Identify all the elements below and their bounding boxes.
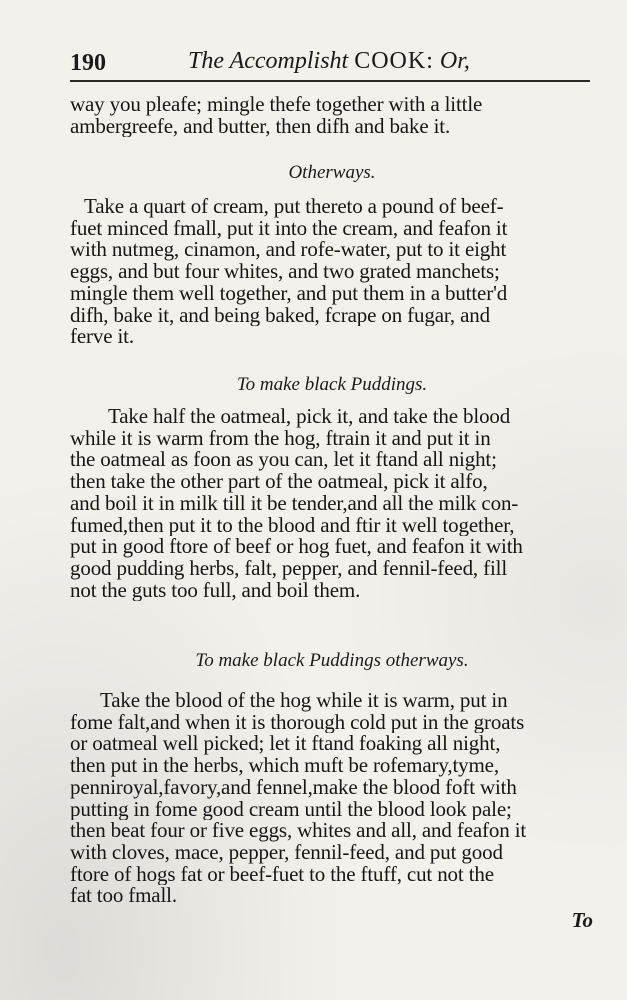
text-line: penniroyal,favory,and fennel,make the blood foft with bbox=[70, 776, 517, 799]
text-line: then put in the herbs, which muft be rofemary,tyme, bbox=[70, 755, 499, 777]
text-line: Take a quart of cream, put thereto a pound of beef- bbox=[84, 196, 504, 218]
page-number: 190 bbox=[70, 50, 106, 76]
page-header bbox=[70, 46, 590, 82]
section-heading-otherways: Otherways. bbox=[288, 162, 376, 183]
text-line: ambergreefe, and butter, then difh and bake it. bbox=[70, 115, 451, 138]
text-line: with cloves, mace, pepper, fennil-feed, and put good bbox=[70, 841, 503, 864]
text-line: Take the blood of the hog while it is warm, put in bbox=[100, 690, 508, 712]
text-line: or oatmeal well picked; let it ftand foaking all night, bbox=[70, 733, 501, 756]
catchword: To bbox=[571, 908, 593, 932]
text-line: ftore of hogs fat or beef-fuet to the ftuff, cut not the bbox=[70, 863, 494, 886]
text-line: and boil it in milk till it be tender,and all the milk con- bbox=[70, 492, 519, 515]
text-line: fuet minced fmall, put it into the cream, and feafon it bbox=[70, 217, 508, 240]
text-line: mingle them well together, and put them in a butter'd bbox=[70, 282, 508, 305]
text-line: then take the other part of the oatmeal, pick it alfo, bbox=[70, 471, 488, 493]
section-heading-black-puddings: To make black Puddings. bbox=[236, 374, 428, 395]
section-heading-black-puddings-otherways: To make black Puddings otherways. bbox=[195, 650, 469, 671]
recipe-paragraph-otherways bbox=[70, 196, 594, 348]
text-line: fumed,then put it to the blood and ftir it well together, bbox=[70, 514, 515, 537]
text-line: with nutmeg, cinamon, and rofe-water, put to it eight bbox=[70, 239, 507, 262]
text-line: good pudding herbs, falt, pepper, and fennil-feed, fill bbox=[70, 557, 508, 580]
continuation-paragraph bbox=[70, 94, 594, 137]
text-line: fat too fmall. bbox=[70, 885, 177, 908]
text-line: ferve it. bbox=[70, 326, 134, 348]
text-line: Take half the oatmeal, pick it, and take the blood bbox=[108, 406, 511, 428]
running-title-caps: COOK: bbox=[354, 48, 434, 74]
text-line: putting in fome good cream until the blood look pale; bbox=[70, 798, 512, 821]
running-title-italic: The Accomplisht bbox=[188, 48, 349, 74]
running-title bbox=[188, 48, 470, 75]
text-line: difh, bake it, and being baked, fcrape on fugar, and bbox=[70, 304, 490, 327]
text-line: way you pleafe; mingle thefe together with a little bbox=[70, 94, 483, 116]
text-line: put in good ftore of beef or hog fuet, and feafon it with bbox=[70, 536, 523, 558]
text-line: while it is warm from the hog, ftrain it and put it in bbox=[70, 427, 491, 450]
recipe-paragraph-black-puddings bbox=[70, 406, 594, 601]
text-line: eggs, and but four whites, and two grated manchets; bbox=[70, 261, 500, 283]
recipe-paragraph-black-puddings-otherways bbox=[70, 690, 594, 907]
running-title-tail: Or, bbox=[439, 48, 470, 74]
text-line: not the guts too full, and boil them. bbox=[70, 579, 361, 602]
text-line: the oatmeal as foon as you can, let it ftand all night; bbox=[70, 449, 497, 472]
text-line: fome falt,and when it is thorough cold put in the groats bbox=[70, 711, 525, 734]
text-line: then beat four or five eggs, whites and all, and feafon it bbox=[70, 820, 527, 842]
